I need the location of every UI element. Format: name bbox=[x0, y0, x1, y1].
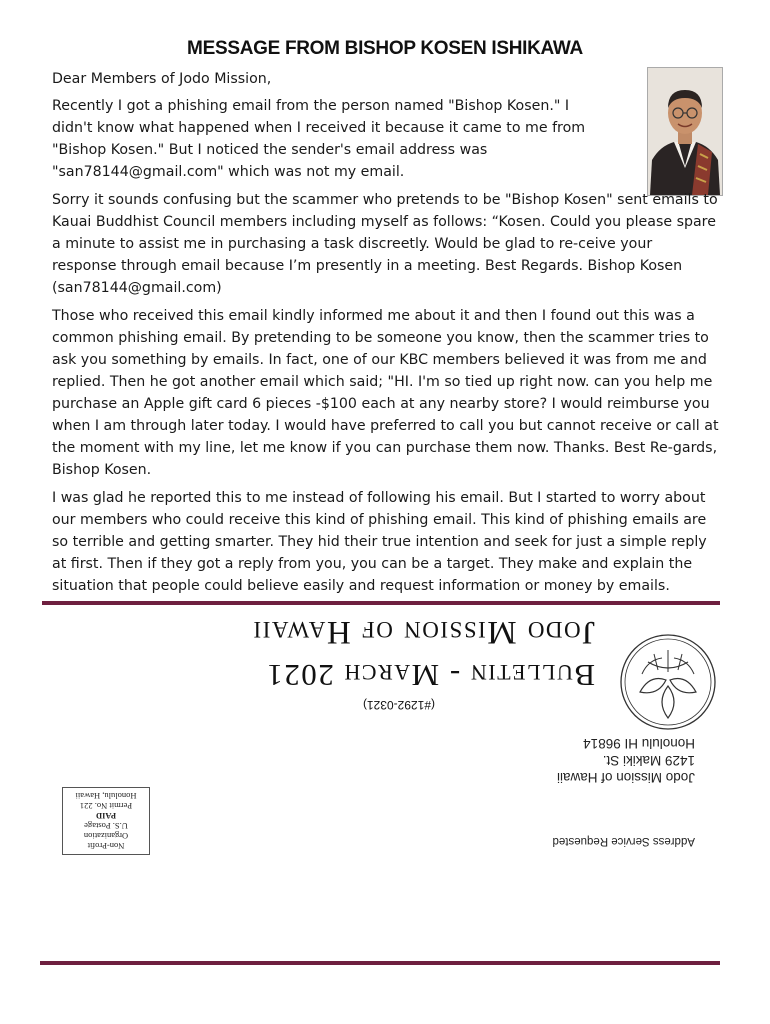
bulletin-number: (#1292-0321) bbox=[362, 698, 435, 712]
postage-indicia bbox=[62, 787, 150, 855]
bulletin-title-line1: Bulletin - March 2021 bbox=[265, 658, 595, 693]
paragraph: Sorry it sounds confusing but the scammer who pretends to be "Bishop Kosen" sent emails to Kauai Buddhist Council members including myself as follows: “Kosen. Could you please spare a minute to assist me in purchasing a task discreetly. Would be glad to re-ceive your response through email because I’m presently in a meeting. Best Regards. Bishop Kosen (san78144@gmail.com) bbox=[52, 192, 718, 296]
indicia-line: Honolulu, Hawaii bbox=[75, 791, 137, 801]
indicia-line: Permit No. 221 bbox=[79, 801, 133, 811]
paragraph: Those who received this email kindly informed me about it and then I found out this was a common phishing email. By pretending to be someone you know, then the scammer tries to ask you something by emails. In fact, one of our KBC members believed it was from me and replied. Then he got another email which said; "HI. I'm so tied up right now. can you help me purchase an Apple gift card 6 pieces -$100 each at any nearby store? I would reimburse you when I am through later today. I would have preferred to call you but cannot receive or call at the moment with my line, let me know if you can purchase them now. Thanks. Best Re-gards, Bishop Kosen. bbox=[52, 308, 719, 478]
bottom-divider bbox=[40, 961, 720, 965]
indicia-line: Non-Profit bbox=[87, 841, 125, 851]
greeting: Dear Members of Jodo Mission, bbox=[52, 71, 272, 87]
letter-body bbox=[52, 68, 720, 603]
paragraph: Recently I got a phishing email from the person named "Bishop Kosen." I didn't know what happened when I received it because it came to me from "Bishop Kosen." But I noticed the sender's email address was "san78144@gmail.com" which was not my email. bbox=[52, 98, 586, 180]
address-line: Honolulu HI 96814 bbox=[583, 736, 695, 751]
paragraph: I was glad he reported this to me instead of following his email. But I started to worry about our members who could receive this kind of phishing email. This kind of phishing emails are so terrible and getting smarter. They hid their true intention and seek for just a simple reply at first. Then if they got a reply from you, you can be a target. They make and explain the situation that people could believe easily and request information or money by emails. bbox=[52, 490, 707, 594]
jodo-emblem-icon bbox=[618, 632, 718, 732]
address-service: Address Service Requested bbox=[552, 835, 695, 847]
address-line: 1429 Makiki St. bbox=[602, 753, 695, 768]
address-line: Jodo Mission of Hawaii bbox=[556, 770, 695, 785]
return-address bbox=[557, 735, 695, 786]
page-title: MESSAGE FROM BISHOP KOSEN ISHIKAWA bbox=[187, 38, 583, 59]
bulletin-title-line2: Jodo Mission of Hawaii bbox=[252, 614, 595, 650]
indicia-line: U.S. Postage bbox=[84, 821, 128, 831]
indicia-line: PAID bbox=[95, 811, 117, 821]
mailing-panel bbox=[0, 605, 770, 961]
indicia-line: Organization bbox=[83, 831, 129, 841]
